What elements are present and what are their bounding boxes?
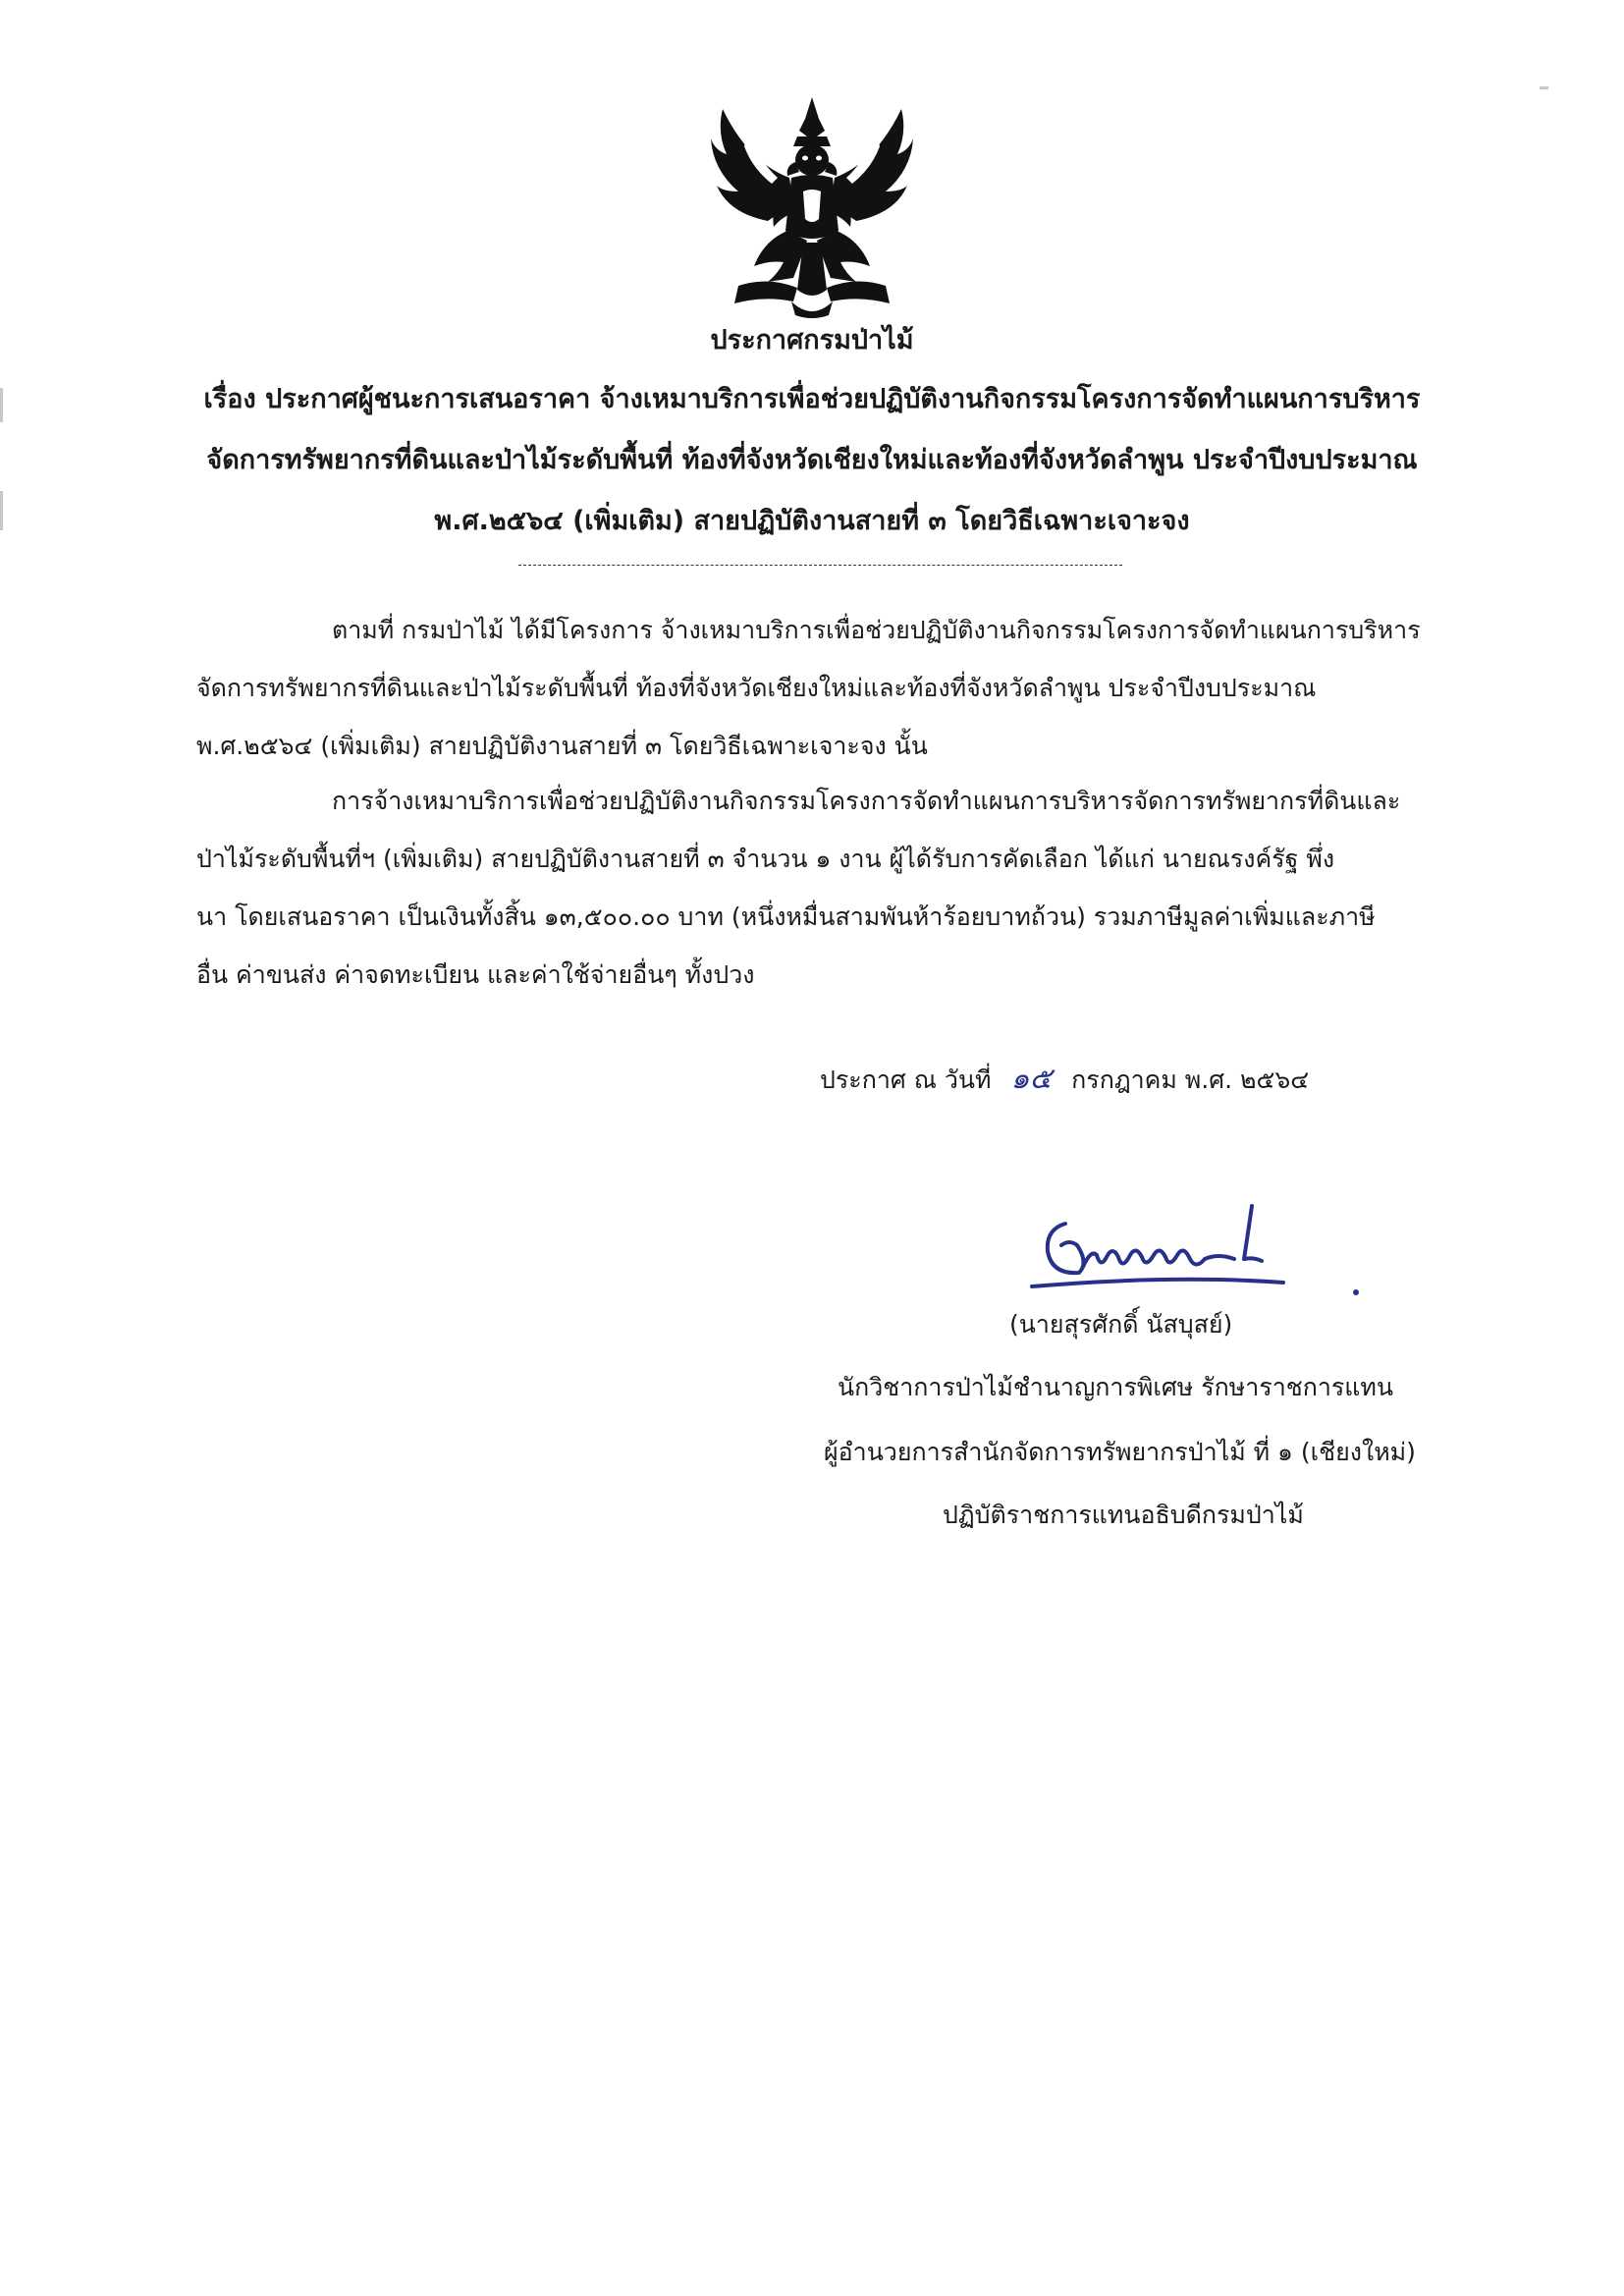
paragraph-line: การจ้างเหมาบริการเพื่อช่วยปฏิบัติงานกิจกรรมโครงการจัดทำแผนการบริหารจัดการทรัพยากรที่ดินและ	[332, 787, 1401, 815]
subject-line: พ.ศ.๒๕๖๔ (เพิ่มเติม) สายปฏิบัติงานสายที่ ๓ โดยวิธีเฉพาะเจาะจง	[434, 506, 1190, 536]
subject-line: จัดการทรัพยากรที่ดินและป่าไม้ระดับพื้นที่ ท้องที่จังหวัดเชียงใหม่และท้องที่จังหวัดลำพูน ประจำปีงบประมาณ	[206, 445, 1418, 475]
signatory-position: ผู้อำนวยการสำนักจัดการทรัพยากรป่าไม้ ที่ ๑ (เชียงใหม่)	[824, 1438, 1416, 1466]
paragraph-award	[196, 772, 1443, 1004]
announcement-title: ประกาศกรมป่าไม้	[710, 325, 914, 355]
separator-line	[518, 565, 1122, 566]
paragraph-line: ป่าไม้ระดับพื้นที่ฯ (เพิ่มเติม) สายปฏิบัติงานสายที่ ๓ จำนวน ๑ งาน ผู้ได้รับการคัดเลือก ได้แก่ นายณรงค์รัฐ พึ่ง	[196, 845, 1335, 873]
signature	[1026, 1194, 1370, 1307]
garuda-emblem	[709, 93, 915, 321]
announcement-subject	[118, 369, 1506, 552]
paragraph-line: นา โดยเสนอราคา เป็นเงินทั้งสิ้น ๑๓,๕๐๐.๐๐ บาท (หนึ่งหมื่นสามพันห้าร้อยบาทถ้วน) รวมภาษีมูลค่าเพิ่มและภาษี	[196, 902, 1376, 931]
paragraph-line: พ.ศ.๒๕๖๔ (เพิ่มเติม) สายปฏิบัติงานสายที่ ๓ โดยวิธีเฉพาะเจาะจง นั้น	[196, 732, 928, 760]
signatory-position: ปฏิบัติราชการแทนอธิบดีกรมป่าไม้	[943, 1501, 1304, 1529]
signatory-position: นักวิชาการป่าไม้ชำนาญการพิเศษ รักษาราชการแทน	[838, 1373, 1393, 1401]
date-prefix: ประกาศ ณ วันที่	[820, 1066, 992, 1094]
paragraph-background	[196, 601, 1443, 775]
scan-mark	[0, 491, 3, 530]
scan-mark	[1540, 86, 1548, 89]
date-suffix: กรกฎาคม พ.ศ. ๒๕๖๔	[1071, 1066, 1310, 1094]
paragraph-line: จัดการทรัพยากรที่ดินและป่าไม้ระดับพื้นที่ ท้องที่จังหวัดเชียงใหม่และท้องที่จังหวัดลำพูน ประจำปีงบประมาณ	[196, 674, 1317, 702]
paragraph-line: อื่น ค่าขนส่ง ค่าจดทะเบียน และค่าใช้จ่ายอื่นๆ ทั้งปวง	[196, 960, 755, 989]
scan-mark	[0, 388, 3, 422]
paragraph-line: ตามที่ กรมป่าไม้ ได้มีโครงการ จ้างเหมาบริการเพื่อช่วยปฏิบัติงานกิจกรรมโครงการจัดทำแผนการบริหาร	[332, 616, 1421, 644]
date-day-handwritten: ๑๕	[1010, 1062, 1053, 1096]
subject-line: เรื่อง ประกาศผู้ชนะการเสนอราคา จ้างเหมาบริการเพื่อช่วยปฏิบัติงานกิจกรรมโครงการจัดทำแผนการบริหาร	[203, 384, 1421, 414]
signatory-name: (นายสุรศักดิ์ นัสบุสย์)	[1009, 1310, 1233, 1339]
announcement-date	[820, 1051, 1309, 1109]
